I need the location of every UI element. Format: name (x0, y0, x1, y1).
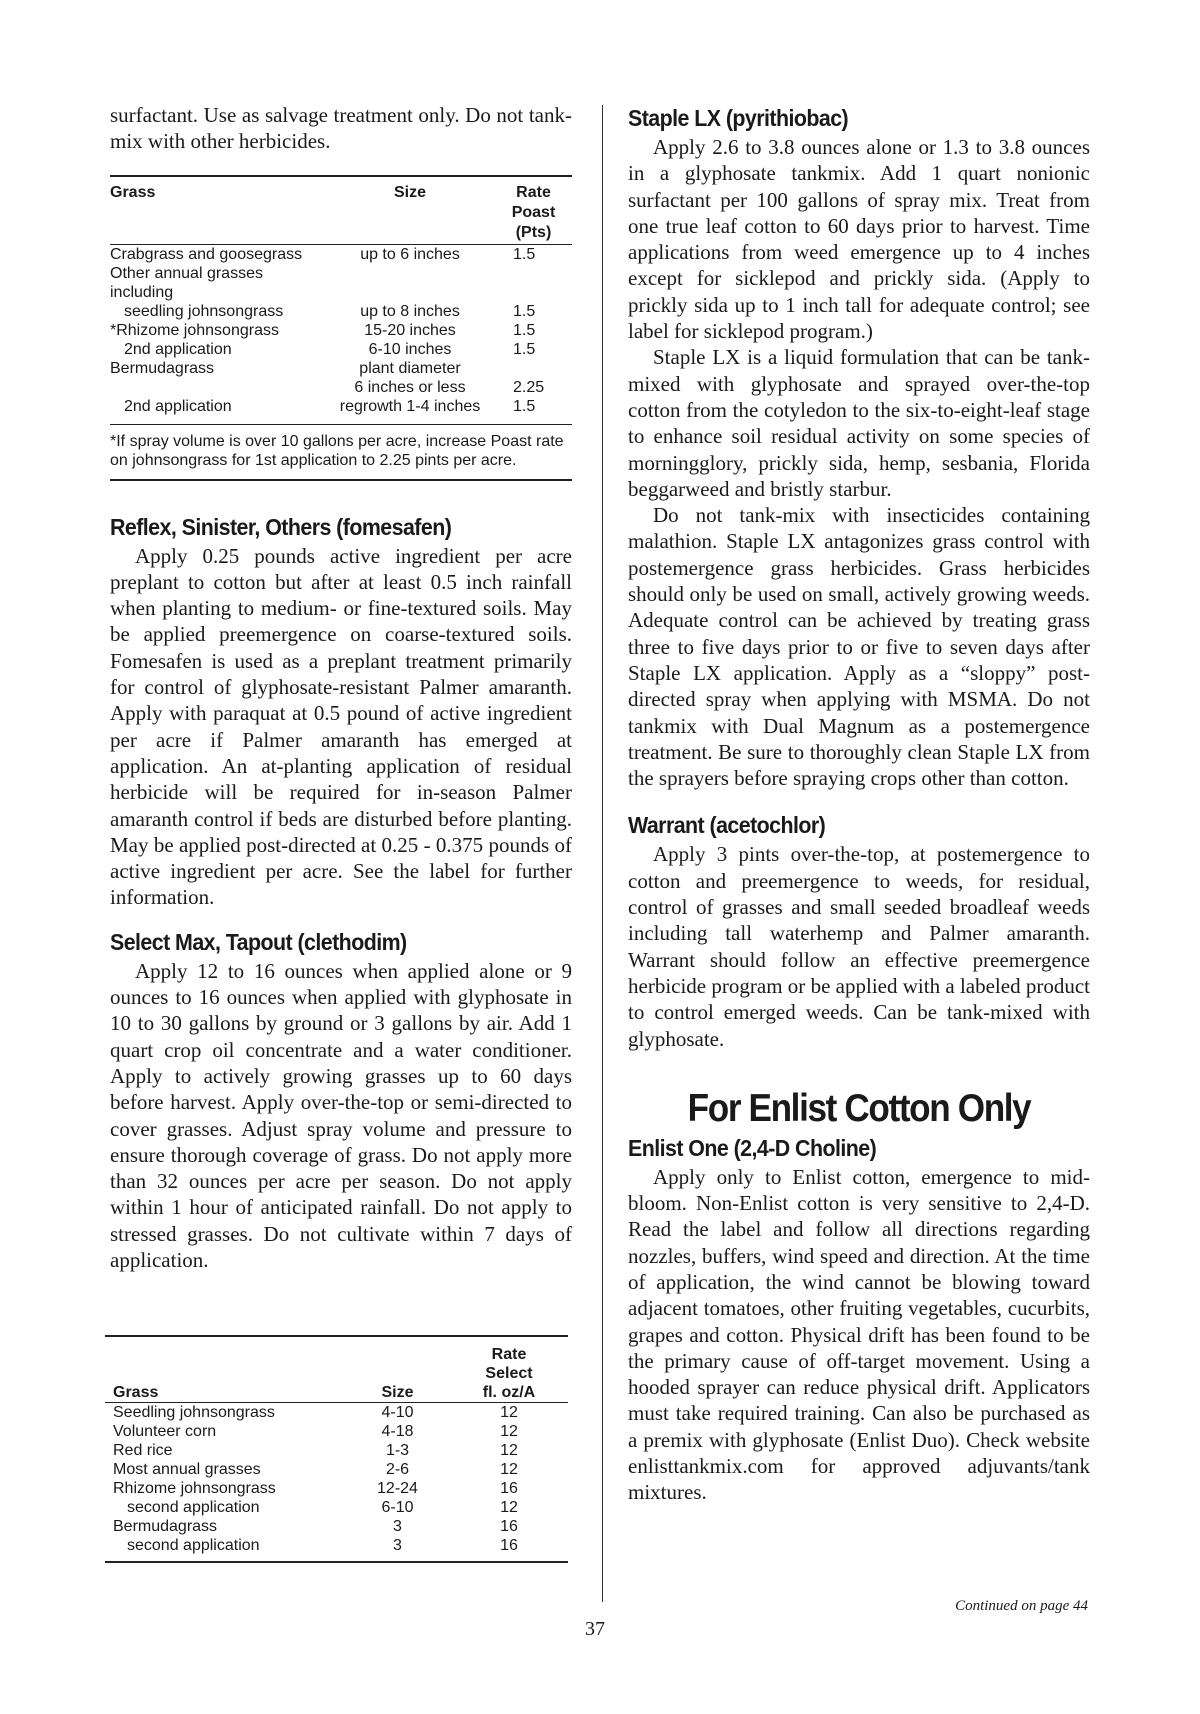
table-row (105, 1422, 568, 1441)
cell-rate: 12 (500, 1423, 518, 1440)
poast-header-size: Size (325, 176, 495, 245)
select-header-size: Size (345, 1383, 450, 1403)
reflex-body: Apply 0.25 pounds active ingredient per acre preplant to cotton but after at least 0.5 inch rainfall when planting to medium- or fine-textured soils. May be applied preemergence on coarse-textured soils. Fomesafen is used as a preplant treatment primarily for control of glyphosate-resistant Palmer amaranth. Apply with paraquat at 0.5 pound of active ingredient per acre if Palmer amaranth has emerged at application. An at-planting application of residual herbicide will be required for in-season Palmer amaranth control if beds are disturbed before planting. May be applied post-directed at 0.25 - 0.375 pounds of active ingredient per acre. See the label for further information. (110, 543, 572, 910)
staple-paragraph-3: Do not tank-mix with insecticides containing malathion. Staple LX antagonizes grass control with postemergence grass herbicides. Grass herbicides should only be used on small, actively growing weeds. Adequate control can be achieved by treating grass three to five days prior to or five to seven days after Staple LX application. Apply as a “sloppy” post-directed spray when applying with MSMA. Do not tankmix with Dual Magnum as a postemergence treatment. Be sure to thoroughly clean Staple LX from the sprayers before spraying crops other than cotton. (628, 503, 1090, 791)
cell-size: 2-6 (385, 1461, 410, 1478)
cell-rate: 16 (500, 1537, 518, 1554)
select-body: Apply 12 to 16 ounces when applied alone or 9 ounces to 16 ounces when applied with glyphosate in 10 to 30 gallons by ground or 3 gallons by air. Add 1 quart crop oil concentrate and a water conditioner. Apply to actively growing grasses up to 60 days before harvest. Apply over-the-top or semi-directed to cover grasses. Adjust spray volume and pressure to ensure thorough coverage of grass. Do not apply more than 32 ounces per acre per season. Do not apply within 1 hour of anticipated rainfall. Do not apply to stressed grasses. Do not cultivate within 7 days of application. (110, 958, 572, 1273)
cell-rate: 12 (500, 1442, 518, 1459)
cell-grass: second application (127, 1537, 260, 1554)
table-row (110, 397, 572, 416)
cell-grass: Bermudagrass (110, 359, 215, 377)
left-column (110, 102, 572, 1273)
table-row (105, 1479, 568, 1498)
cell-size: 6 inches or less (354, 378, 466, 396)
cell-rate: 1.5 (513, 245, 536, 263)
cell-grass (110, 378, 325, 397)
continued-note: Continued on page 44 (955, 1598, 1088, 1614)
cell-grass: Volunteer corn (113, 1423, 217, 1440)
cell-rate: 12 (500, 1499, 518, 1516)
cell-size: 6-10 (381, 1499, 414, 1516)
cell-grass: seedling johnsongrass (124, 302, 284, 320)
table-row (110, 264, 572, 302)
cell-rate: 1.5 (513, 302, 536, 320)
cell-size: plant diameter (359, 359, 461, 377)
poast-header-grass: Grass (110, 176, 325, 245)
cell-size: 3 (393, 1518, 402, 1535)
warrant-heading: Warrant (acetochlor) (628, 812, 826, 839)
cell-rate: 12 (500, 1461, 518, 1478)
table-row (110, 340, 572, 359)
cell-size: 3 (393, 1537, 402, 1554)
enlist-banner: For Enlist Cotton Only (687, 1086, 1031, 1130)
poast-footnote: *If spray volume is over 10 gallons per acre, increase Poast rate on johnsongrass for 1st application to 2.25 pints per acre. (110, 424, 572, 481)
intro-paragraph: surfactant. Use as salvage treatment only. Do not tank-mix with other herbicides. (110, 103, 572, 154)
staple-paragraph-2: Staple LX is a liquid formulation that can be tank-mixed with glyphosate and sprayed over-the-top cotton from the cotyledon to the six-to-eight-leaf stage to enhance soil residual activity on some species of morningglory, prickly sida, hemp, sesbania, Florida beggarweed and bristly starbur. (628, 345, 1090, 501)
table-row (105, 1536, 568, 1555)
cell-grass: Bermudagrass (113, 1518, 218, 1535)
cell-grass: Other annual grasses including (110, 264, 263, 301)
cell-size (325, 264, 495, 302)
cell-size: 15-20 inches (364, 321, 456, 339)
cell-grass: Crabgrass and goosegrass (110, 245, 303, 263)
cell-rate: 1.5 (513, 340, 536, 358)
cell-rate (495, 359, 572, 378)
page-number: 37 (585, 1618, 605, 1640)
select-rate-table-wrapper (105, 1335, 568, 1563)
cell-grass: 2nd application (124, 397, 232, 415)
table-row (110, 378, 572, 397)
poast-header-rate: Rate Poast (Pts) (495, 176, 572, 245)
cell-grass: 2nd application (124, 340, 232, 358)
cell-size: 12-24 (377, 1480, 418, 1497)
cell-rate: 2.25 (513, 378, 545, 396)
cell-size: regrowth 1-4 inches (339, 397, 481, 415)
table-row (110, 359, 572, 378)
staple-paragraph-1: Apply 2.6 to 3.8 ounces alone or 1.3 to 3.8 ounces in a glyphosate tankmix. Add 1 quart nonionic surfactant per 100 gallons of spray mix. Treat from one true leaf cotton to 60 days prior to harvest. Time applications from weed emergence up to 4 inches except for sicklepod and prickly sida. (Apply to prickly sida up to 1 inch tall for adequate control; see label for sicklepod program.) (628, 135, 1090, 344)
table-row (105, 1460, 568, 1479)
cell-grass: *Rhizome johnsongrass (110, 321, 279, 339)
select-heading: Select Max, Tapout (clethodim) (110, 928, 407, 955)
reflex-heading: Reflex, Sinister, Others (fomesafen) (110, 513, 452, 540)
table-row (105, 1441, 568, 1460)
right-column (628, 102, 1090, 1506)
cell-size: 1-3 (385, 1442, 410, 1459)
table-row (105, 1498, 568, 1517)
column-divider (602, 105, 603, 1602)
enlist-heading: Enlist One (2,4-D Choline) (628, 1134, 877, 1161)
select-header-rate: Rate (491, 1346, 527, 1363)
table-row (105, 1403, 568, 1423)
cell-size: 4-10 (381, 1404, 414, 1421)
table-row (110, 302, 572, 321)
table-row (105, 1517, 568, 1536)
table-row (110, 244, 572, 264)
warrant-body: Apply 3 pints over-the-top, at postemergence to cotton and preemergence to weeds, for residual, control of grasses and small seeded broadleaf weeds including tall waterhemp and Palmer amaranth. Warrant should follow an effective preemergence herbicide program or be applied with a labeled product to control emerged weeds. Can be tank-mixed with glyphosate. (628, 842, 1090, 1051)
enlist-body: Apply only to Enlist cotton, emergence to mid-bloom. Non-Enlist cotton is very sensitive to 2,4-D. Read the label and follow all directions regarding nozzles, buffers, wind speed and direction. At the time of application, the wind cannot be blowing toward adjacent tomatoes, other fruiting vegetables, cucurbits, grapes and cotton. Physical drift has been found to be the primary cause of off-target movement. Using a hooded sprayer can reduce physical drift. Applicators must take required training. Can also be purchased as a premix with glyphosate (Enlist Duo). Check website enlisttankmix.com for approved adjuvants/tank mixtures. (628, 1164, 1090, 1505)
cell-size: 6-10 inches (368, 340, 452, 358)
cell-grass: Seedling johnsongrass (113, 1404, 275, 1421)
poast-rate-table (110, 175, 572, 416)
cell-rate: 1.5 (513, 321, 536, 339)
cell-rate: 16 (500, 1480, 518, 1497)
cell-grass: Most annual grasses (113, 1461, 261, 1478)
staple-heading: Staple LX (pyrithiobac) (628, 105, 849, 131)
cell-rate: 12 (500, 1404, 518, 1421)
cell-size: up to 8 inches (360, 302, 460, 320)
select-rate-table (105, 1337, 568, 1555)
cell-size: 4-18 (381, 1423, 414, 1440)
cell-rate: 16 (500, 1518, 518, 1535)
select-header-units: fl. oz/A (450, 1383, 568, 1403)
cell-grass: Red rice (113, 1442, 173, 1459)
select-header-grass: Grass (105, 1383, 345, 1403)
cell-rate (495, 264, 572, 302)
select-header-product: Select (485, 1365, 533, 1382)
table-row (110, 321, 572, 340)
cell-rate: 1.5 (513, 397, 536, 415)
cell-grass: second application (127, 1499, 260, 1516)
cell-size: up to 6 inches (360, 245, 460, 263)
cell-grass: Rhizome johnsongrass (113, 1480, 276, 1497)
